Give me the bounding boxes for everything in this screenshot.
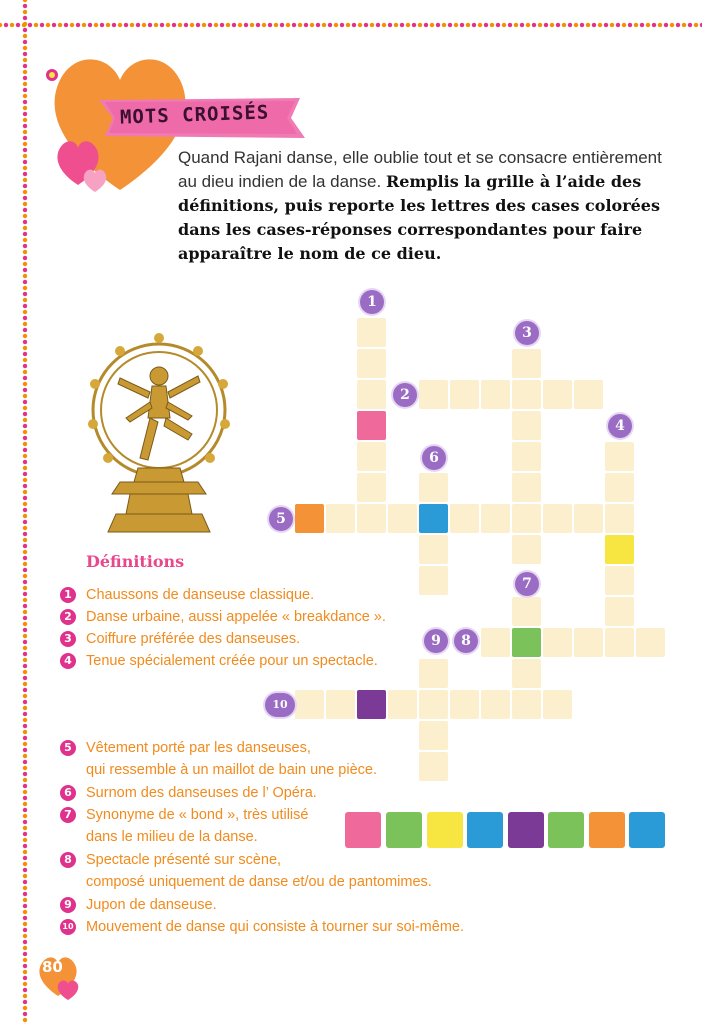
definition-number: 2 bbox=[60, 609, 76, 625]
definition-item bbox=[60, 628, 480, 650]
grid-cell[interactable] bbox=[605, 566, 634, 595]
grid-cell[interactable] bbox=[605, 473, 634, 502]
grid-cell[interactable] bbox=[388, 504, 417, 533]
grid-cell[interactable] bbox=[512, 349, 541, 378]
grid-cell[interactable] bbox=[481, 690, 510, 719]
definition-number: 8 bbox=[60, 852, 76, 868]
definition-number: 3 bbox=[60, 631, 76, 647]
clue-number-6: 6 bbox=[422, 446, 446, 470]
clue-number-8: 8 bbox=[454, 629, 478, 653]
page-title: MOTS CROISÉS bbox=[119, 101, 270, 129]
grid-cell[interactable] bbox=[512, 473, 541, 502]
grid-cell[interactable] bbox=[605, 504, 634, 533]
definition-item bbox=[60, 849, 480, 893]
answer-box[interactable] bbox=[467, 812, 503, 848]
definition-item bbox=[60, 804, 340, 848]
grid-cell[interactable] bbox=[512, 380, 541, 409]
definition-text: Danse urbaine, aussi appelée « breakdance ». bbox=[86, 609, 386, 625]
grid-cell[interactable] bbox=[636, 628, 665, 657]
definition-number: 1 bbox=[60, 587, 76, 603]
clue-number-2: 2 bbox=[393, 383, 417, 407]
clue-number-9: 9 bbox=[424, 629, 448, 653]
grid-cell-colored[interactable] bbox=[357, 690, 386, 719]
definition-text-line2: dans le milieu de la danse. bbox=[86, 829, 258, 845]
grid-cell[interactable] bbox=[357, 318, 386, 347]
definition-item bbox=[60, 894, 480, 916]
definition-number: 10 bbox=[60, 919, 76, 935]
grid-cell[interactable] bbox=[419, 380, 448, 409]
definition-number: 6 bbox=[60, 785, 76, 801]
definition-text: Synonyme de « bond », très utilisé bbox=[86, 807, 309, 823]
definition-item bbox=[60, 782, 480, 804]
definitions-title: Définitions bbox=[86, 552, 185, 571]
grid-cell[interactable] bbox=[605, 628, 634, 657]
grid-cell-colored[interactable] bbox=[357, 411, 386, 440]
grid-cell[interactable] bbox=[512, 535, 541, 564]
grid-cell[interactable] bbox=[357, 473, 386, 502]
grid-cell[interactable] bbox=[326, 504, 355, 533]
grid-cell[interactable] bbox=[543, 504, 572, 533]
definition-text: Coiffure préférée des danseuses. bbox=[86, 631, 301, 647]
answer-box[interactable] bbox=[345, 812, 381, 848]
grid-cell[interactable] bbox=[481, 504, 510, 533]
clue-number-4: 4 bbox=[608, 414, 632, 438]
clue-number-10: 10 bbox=[265, 693, 295, 717]
grid-cell[interactable] bbox=[419, 690, 448, 719]
grid-cell[interactable] bbox=[512, 659, 541, 688]
grid-cell[interactable] bbox=[512, 442, 541, 471]
grid-cell-colored[interactable] bbox=[419, 504, 448, 533]
definition-text: Tenue spécialement créée pour un spectacle. bbox=[86, 653, 378, 669]
definition-text-line2: composé uniquement de danse et/ou de pantomimes. bbox=[86, 874, 432, 890]
grid-cell[interactable] bbox=[450, 380, 479, 409]
grid-cell[interactable] bbox=[605, 442, 634, 471]
definition-text: Vêtement porté par les danseuses, bbox=[86, 740, 311, 756]
grid-cell[interactable] bbox=[357, 349, 386, 378]
grid-cell[interactable] bbox=[388, 690, 417, 719]
answer-box[interactable] bbox=[508, 812, 544, 848]
clue-number-5: 5 bbox=[269, 507, 293, 531]
grid-cell[interactable] bbox=[574, 628, 603, 657]
definition-item bbox=[60, 650, 480, 672]
grid-cell[interactable] bbox=[574, 380, 603, 409]
answer-box[interactable] bbox=[386, 812, 422, 848]
grid-cell[interactable] bbox=[543, 690, 572, 719]
grid-cell[interactable] bbox=[605, 597, 634, 626]
definition-number: 4 bbox=[60, 653, 76, 669]
grid-cell[interactable] bbox=[357, 380, 386, 409]
grid-cell[interactable] bbox=[450, 504, 479, 533]
definition-item bbox=[60, 584, 480, 606]
definition-text: Chaussons de danseuse classique. bbox=[86, 587, 315, 603]
definition-text: Spectacle présenté sur scène, bbox=[86, 852, 282, 868]
grid-cell[interactable] bbox=[481, 628, 510, 657]
answer-box[interactable] bbox=[427, 812, 463, 848]
definition-item bbox=[60, 916, 480, 938]
definition-text: Surnom des danseuses de l’ Opéra. bbox=[86, 785, 317, 801]
grid-cell[interactable] bbox=[357, 504, 386, 533]
grid-cell-colored[interactable] bbox=[512, 628, 541, 657]
clue-number-3: 3 bbox=[515, 321, 539, 345]
grid-cell[interactable] bbox=[295, 690, 324, 719]
clue-number-1: 1 bbox=[360, 290, 384, 314]
definition-text: Jupon de danseuse. bbox=[86, 897, 217, 913]
definition-item bbox=[60, 737, 480, 781]
grid-cell[interactable] bbox=[543, 628, 572, 657]
answer-box[interactable] bbox=[629, 812, 665, 848]
grid-cell[interactable] bbox=[419, 473, 448, 502]
intro-plain: Quand Rajani danse, elle oublie tout et se consacre entièrement au dieu indien de la danse. bbox=[178, 148, 662, 191]
definition-text-line2: qui ressemble à un maillot de bain une pièce. bbox=[86, 762, 377, 778]
definition-text: Mouvement de danse qui consiste à tourner sur soi-même. bbox=[86, 919, 464, 935]
grid-cell-colored[interactable] bbox=[605, 535, 634, 564]
grid-cell[interactable] bbox=[450, 690, 479, 719]
page-number: 80 bbox=[42, 958, 63, 976]
definition-number: 9 bbox=[60, 897, 76, 913]
definition-number: 5 bbox=[60, 740, 76, 756]
intro-bold: Remplis la grille à l’aide des définitions, puis reporte les lettres des cases colorées dans les cases-réponses correspondantes pour faire apparaître le nom de ce dieu. bbox=[178, 172, 660, 263]
grid-cell[interactable] bbox=[543, 380, 572, 409]
grid-cell[interactable] bbox=[512, 411, 541, 440]
grid-cell[interactable] bbox=[419, 535, 448, 564]
grid-cell[interactable] bbox=[512, 504, 541, 533]
grid-cell[interactable] bbox=[512, 690, 541, 719]
answer-box[interactable] bbox=[589, 812, 625, 848]
grid-cell[interactable] bbox=[357, 442, 386, 471]
grid-cell[interactable] bbox=[512, 597, 541, 626]
grid-cell[interactable] bbox=[574, 504, 603, 533]
grid-cell-colored[interactable] bbox=[295, 504, 324, 533]
clue-number-7: 7 bbox=[515, 572, 539, 596]
grid-cell[interactable] bbox=[481, 380, 510, 409]
definition-item bbox=[60, 606, 480, 628]
grid-cell[interactable] bbox=[326, 690, 355, 719]
answer-box[interactable] bbox=[548, 812, 584, 848]
definition-number: 7 bbox=[60, 807, 76, 823]
